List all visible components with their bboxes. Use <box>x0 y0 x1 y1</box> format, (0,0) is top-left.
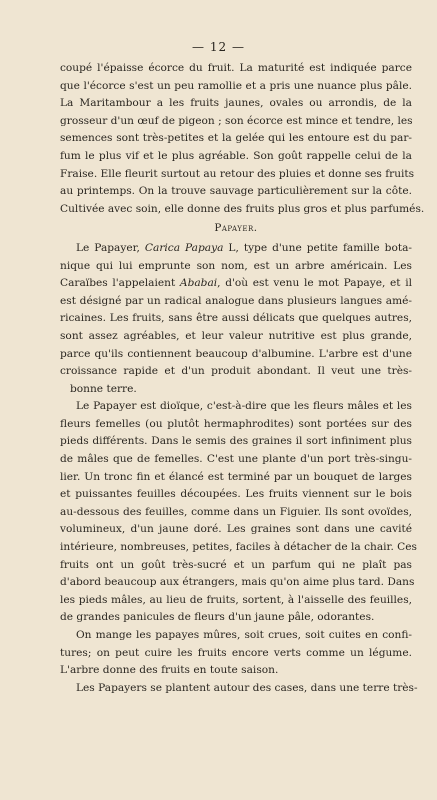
text-line: Fraise. Elle fleurit surtout au retour des pluies et donne ses fruits <box>60 167 415 180</box>
text-line: les pieds mâles, au lieu de fruits, sortent, à l'aisselle des feuilles, <box>60 593 412 606</box>
text-line: volumineux, d'un jaune doré. Les graines sont dans une cavité <box>60 523 412 536</box>
body-text <box>60 60 425 697</box>
text-line: croissance rapide et d'un produit abondant. Il veut une très- <box>60 365 412 378</box>
text-line: et puissantes feuilles découpées. Les fruits viennent sur le bois <box>60 488 412 501</box>
text-line: On mange les papayes mûres, soit crues, soit cuites en confi- <box>76 629 412 641</box>
text-line: fum le plus vif et le plus agréable. Son goût rappelle celui de la <box>60 149 412 162</box>
text-line: au printemps. On la trouve sauvage particulièrement sur la côte. <box>60 185 412 198</box>
text-line: L'arbre donne des fruits en toute saison. <box>60 664 279 677</box>
text-line: est désigné par un radical analogue dans plusieurs langues amé- <box>60 294 412 307</box>
text-line: tures; on peut cuire les fruits encore verts comme un légume. <box>60 646 412 659</box>
text-line: Les Papayers se plantent autour des cases, dans une terre très- <box>76 681 418 694</box>
text-line: de grandes panicules de fleurs d'un jaune pâle, odorantes. <box>60 611 375 624</box>
text-line: intérieure, nombreuses, petites, faciles à détacher de la chair. Ces <box>60 541 417 554</box>
page-number: — 12 — <box>192 40 245 54</box>
text-line: Cultivée avec soin, elle donne des fruits plus gros et plus parfumés. <box>60 202 425 215</box>
section-heading: Papayer. <box>214 222 258 235</box>
text-line: fruits ont un goût très-sucré et un parfum qui ne plaît pas <box>60 558 412 571</box>
text-line: grosseur d'un œuf de pigeon ; son écorce est mince et tendre, les <box>60 114 413 127</box>
text-line: parce qu'ils contiennent beaucoup d'albumine. L'arbre est d'une <box>60 347 412 360</box>
text-line: Le Papayer est dioïque, c'est-à-dire que les fleurs mâles et les <box>76 400 412 413</box>
text-line: Le Papayer, Carica Papaya L, type d'une petite famille bota- <box>76 241 412 254</box>
text-line: que l'écorce s'est un peu ramollie et a pris une nuance plus pâle. <box>60 79 412 92</box>
text-line: fleurs femelles (ou plutôt hermaphrodites) sont portées sur des <box>60 417 412 430</box>
text-line: sont assez agréables, et leur valeur nutritive est plus grande, <box>60 329 412 342</box>
text-line: coupé l'épaisse écorce du fruit. La maturité est indiquée parce <box>60 62 412 74</box>
text-line: de mâles que de femelles. C'est une plante d'un port très-singu- <box>60 453 412 466</box>
text-line: au-dessous des feuilles, comme dans un Figuier. Ils sont ovoïdes, <box>60 505 412 518</box>
text-line: Caraïbes l'appelaient Ababai, d'où est venu le mot Papaye, et il <box>60 277 412 290</box>
text-line: ricaines. Les fruits, sans être aussi délicats que quelques autres, <box>60 312 412 325</box>
text-line: La Maritambour a les fruits jaunes, ovales ou arrondis, de la <box>60 97 412 110</box>
text-line: d'abord beaucoup aux étrangers, mais qu'on aime plus tard. Dans <box>60 576 415 589</box>
text-line: lier. Un tronc fin et élancé est terminé par un bouquet de larges <box>60 470 412 483</box>
text-line: nique qui lui emprunte son nom, est un arbre américain. Les <box>60 259 412 272</box>
text-line: semences sont très-petites et la gelée qui les entoure est du par- <box>60 132 412 145</box>
text-line: pieds différents. Dans le semis des graines il sort infiniment plus <box>60 435 412 448</box>
text-line: bonne terre. <box>70 382 137 395</box>
